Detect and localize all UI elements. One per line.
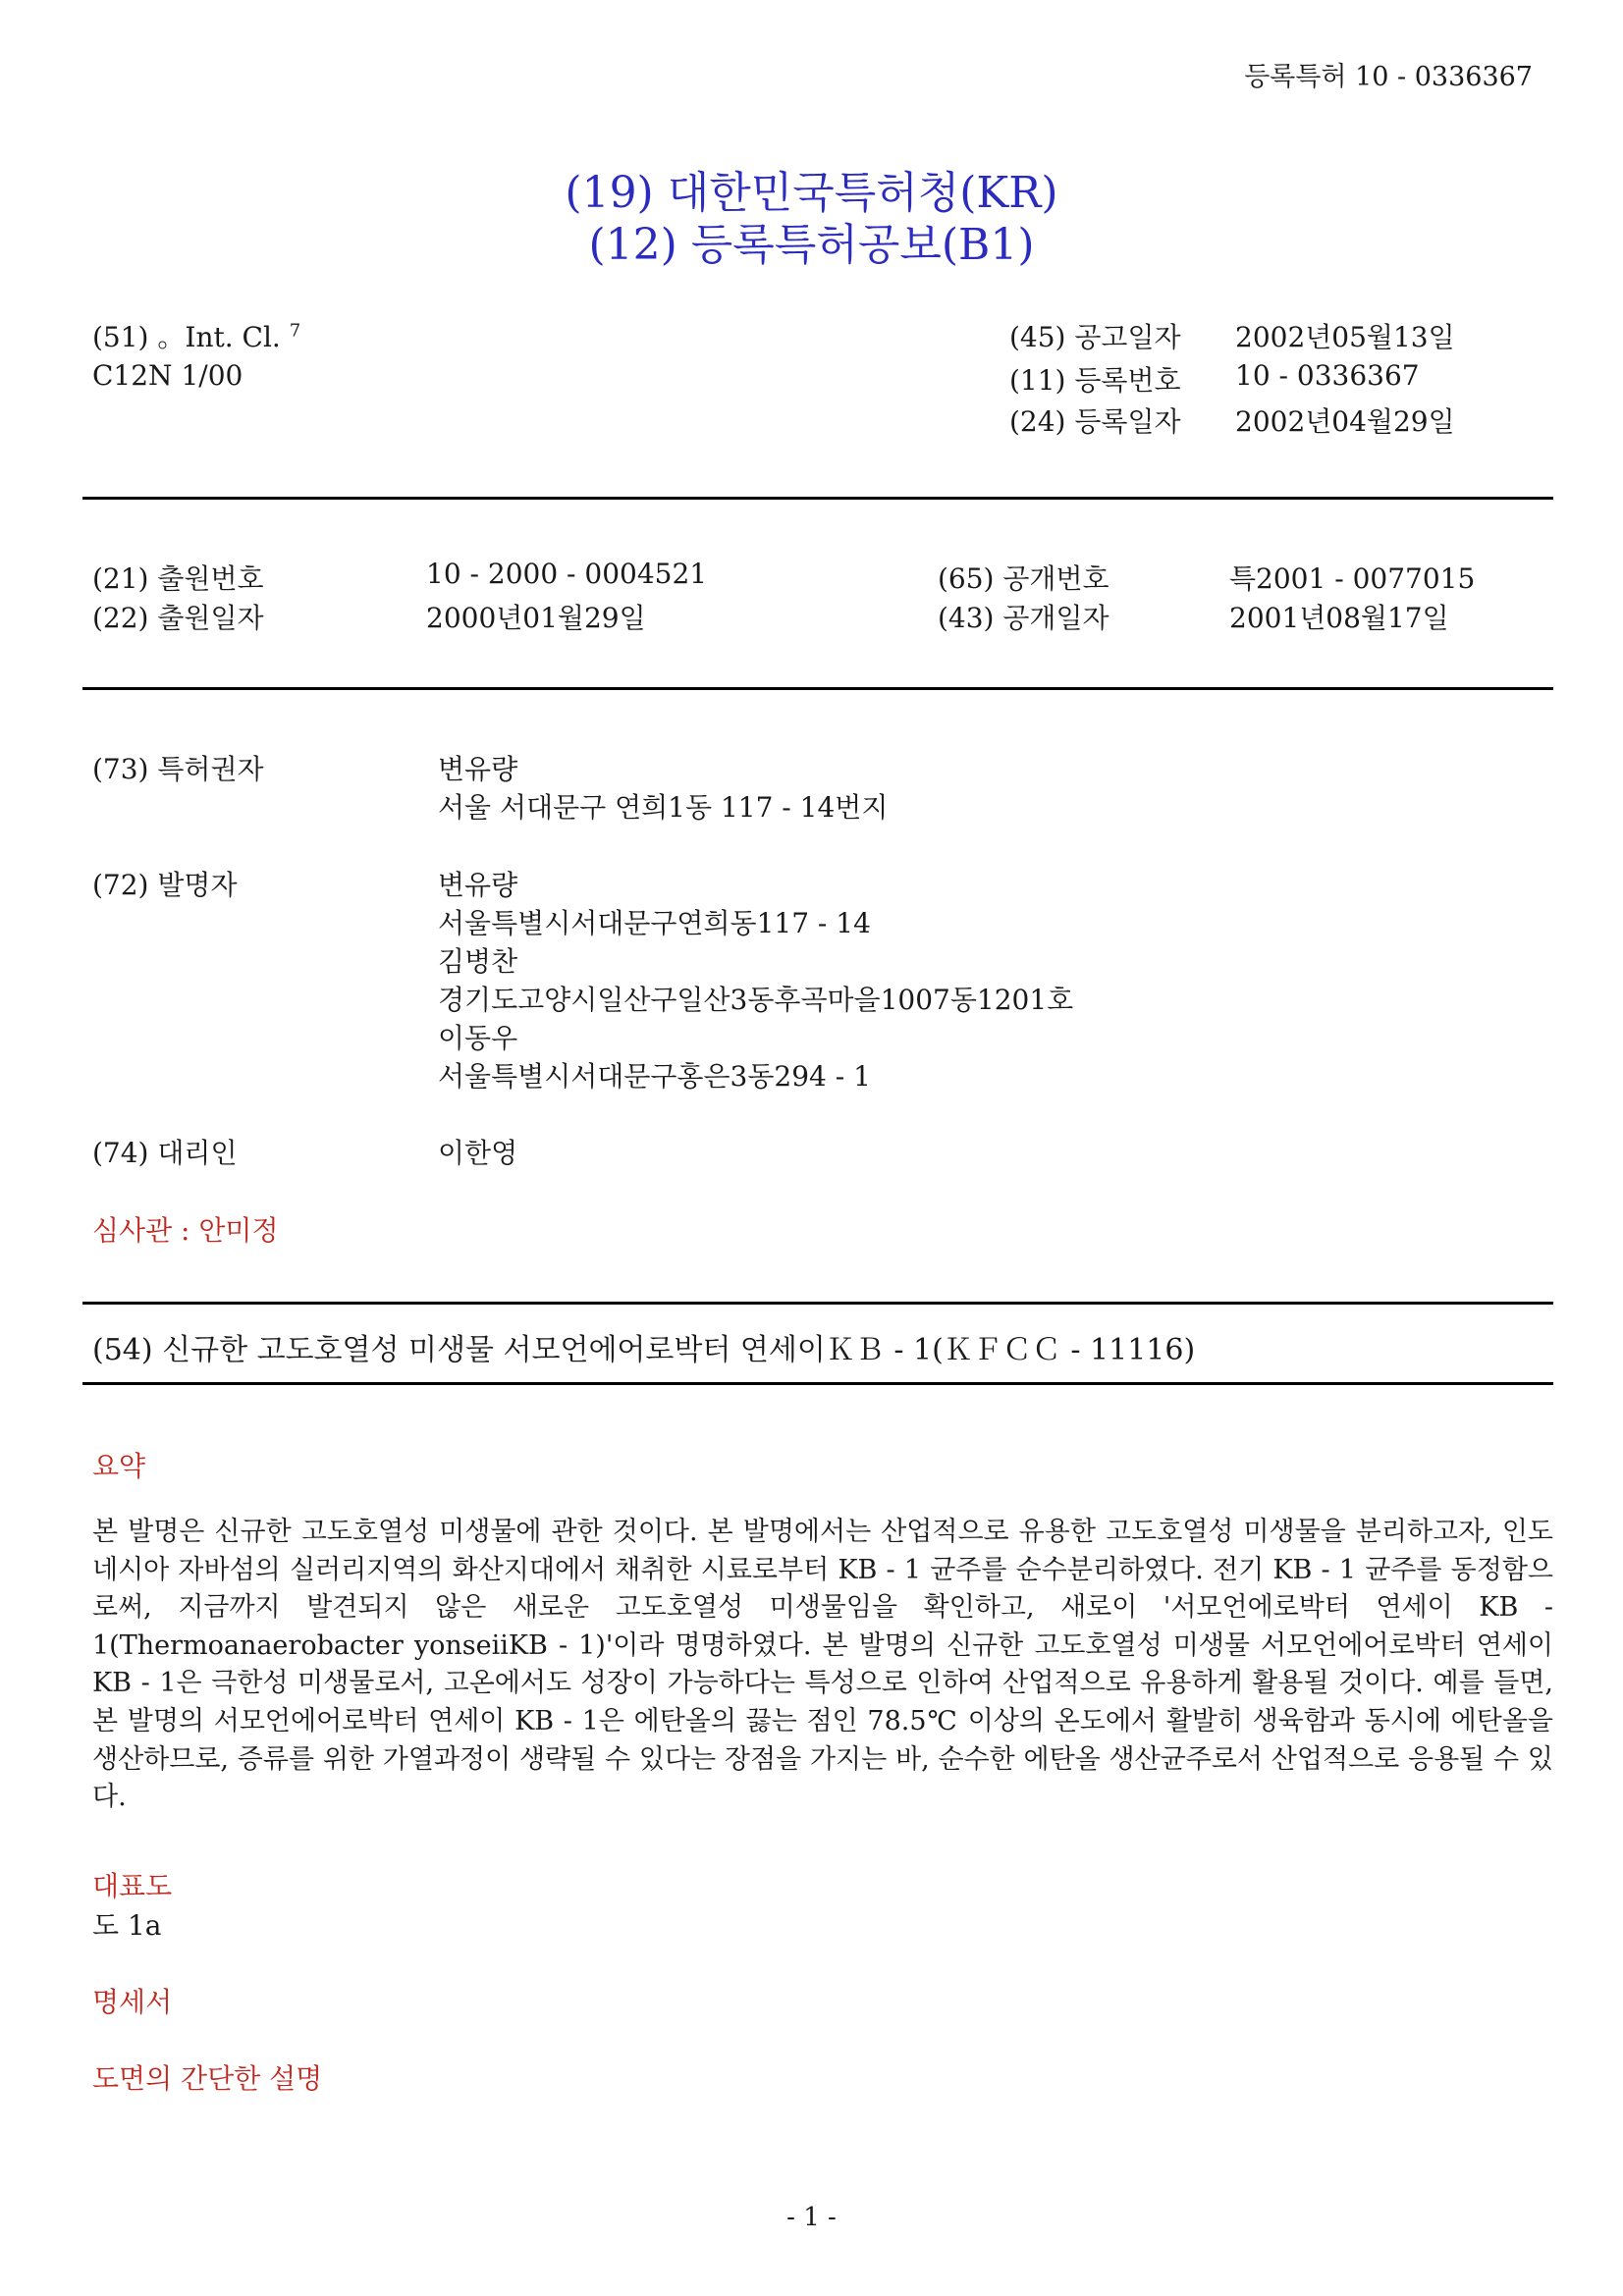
patentee-label: (73) 특허권자 (92, 753, 264, 785)
rep-figure-heading: 대표도 (92, 1870, 173, 1902)
rep-figure-value: 도 1a (92, 1909, 162, 1942)
app-number-value: 10 - 2000 - 0004521 (426, 558, 708, 590)
reg-date-value: 2002년04월29일 (1235, 405, 1455, 438)
inventors-label: (72) 발명자 (92, 869, 238, 901)
pub-number-value: 특2001 - 0077015 (1229, 562, 1476, 595)
inventor-line: 서울특별시서대문구홍은3동294 - 1 (438, 1060, 871, 1093)
announce-date-value: 2002년05월13일 (1235, 321, 1455, 353)
abstract-text: 본 발명은 신규한 고도호열성 미생물에 관한 것이다. 본 발명에서는 산업적으로 유용한 고도호열성 미생물을 분리하고자, 인도네시아 자바섬의 실러리지역의 화산지대에서 채취한 시료로부터 KB - 1 균주를 순수분리하였다. 전기 KB - 1 균주를 동정함으로써, 지금까지 발견되지 않은 새로운 고도호열성 미생물임을 확인하고, 새로이 '서모언에로박터 연세이 KB - 1(Thermoanaerobacter yonseiiKB - 1)'이라 명명하였다. 본 발명의 신규한 고도호열성 미생물 서모언에어로박터 연세이 KB - 1은 극한성 미생물로서, 고온에서도 성장이 가능하다는 특성으로 인하여 산업적으로 유용하게 활용될 것이다. 예를 들면, 본 발명의 서모언에어로박터 연세이 KB - 1은 에탄올의 끓는 점인 78.5℃ 이상의 온도에서 활발히 생육함과 동시에 에탄올을 생산하므로, 증류를 위한 가열과정이 생략될 수 있다는 장점을 가지는 바, 순수한 에탄올 생산균주로서 산업적으로 응용될 수 있다. (92, 1517, 1554, 1813)
invention-title: (54) 신규한 고도호열성 미생물 서모언에어로박터 연세이ＫＢ - 1(ＫＦＣＣ - 11116) (92, 1333, 1196, 1367)
reg-number-value: 10 - 0336367 (1235, 359, 1420, 392)
divider (82, 1382, 1553, 1385)
divider (82, 687, 1553, 690)
agent-label: (74) 대리인 (92, 1137, 238, 1169)
divider (82, 1302, 1553, 1305)
page-number: - 1 - (786, 2203, 837, 2232)
pub-number-label: (65) 공개번호 (938, 562, 1109, 595)
pub-date-label: (43) 공개일자 (938, 602, 1109, 634)
registration-number-header: 등록특허 10 - 0336367 (1244, 62, 1533, 92)
ipc-label (92, 316, 300, 355)
ipc-edition: 7 (289, 320, 301, 342)
reg-number-label: (11) 등록번호 (1009, 364, 1181, 397)
agent-name: 이한영 (438, 1137, 518, 1169)
patentee-address: 서울 서대문구 연희1동 117 - 14번지 (438, 791, 889, 824)
app-number-label: (21) 출원번호 (92, 562, 264, 595)
specification-heading: 명세서 (92, 1986, 173, 2018)
app-date-value: 2000년01월29일 (426, 602, 646, 634)
reg-date-label: (24) 등록일자 (1009, 405, 1181, 438)
inventor-line: 서울특별시서대문구연희동117 - 14 (438, 907, 871, 939)
abstract-heading: 요약 (92, 1450, 146, 1482)
inventor-line: 변유량 (438, 869, 518, 901)
inventor-line: 이동우 (438, 1022, 518, 1054)
patentee-name: 변유량 (438, 753, 518, 785)
gazette-title: (12) 등록특허공보(B1) (588, 220, 1035, 270)
inventor-line: 경기도고양시일산구일산3동후곡마을1007동1201호 (438, 984, 1074, 1016)
examiner: 심사관 : 안미정 (92, 1214, 279, 1247)
ipc-value: C12N 1/00 (92, 359, 243, 392)
ipc-code-label: (51) 。Int. Cl. (92, 321, 281, 353)
announce-date-label: (45) 공고일자 (1009, 321, 1181, 353)
divider (82, 497, 1553, 500)
inventor-line: 김병찬 (438, 945, 518, 978)
app-date-label: (22) 출원일자 (92, 602, 264, 634)
office-title: (19) 대한민국특허청(KR) (565, 168, 1058, 218)
pub-date-value: 2001년08월17일 (1229, 602, 1449, 634)
brief-description-heading: 도면의 간단한 설명 (92, 2062, 323, 2095)
